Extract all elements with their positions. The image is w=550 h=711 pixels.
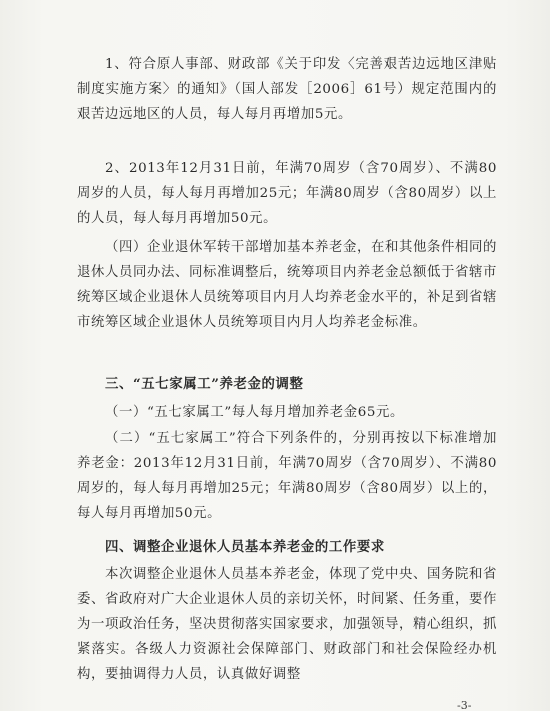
section-heading-three: 三、“五七家属工”养老金的调整 <box>105 376 304 392</box>
paragraph-family-workers-age-increase: （二）“五七家属工”符合下列条件的，分别再按以下标准增加养老金：2013年12月31日前，年满70周岁（含70周岁）、不满80周岁的，每人每月再增加25元；年满80周岁（含80周岁）以上的，每人每月再增加50元。 <box>77 431 497 521</box>
paragraph-family-workers-increase: （一）“五七家属工”每人每月增加养老金65元。 <box>105 405 404 420</box>
paragraph-remote-area-subsidy: 1、符合原人事部、财政部《关于印发〈完善艰苦边远地区津贴制度实施方案〉的通知》（国人部发［2006］61号）规定范围内的艰苦边远地区的人员，每人每月再增加5元。 <box>77 57 497 122</box>
page-number: -3- <box>457 699 472 711</box>
paragraph-retired-military-cadres: （四）企业退休军转干部增加基本养老金，在和其他条件相同的退休人员同办法、同标准调整后，统筹项目内养老金总额低于省辖市统筹区域企业退休人员统筹项目内月人均养老金水平的，补足到省辖市统筹区域企业退休人员统筹项目内月人均养老金标准。 <box>77 240 497 330</box>
paragraph-work-requirements: 本次调整企业退休人员基本养老金，体现了党中央、国务院和省委、省政府对广大企业退休人员的亲切关怀，时间紧、任务重，要作为一项政治任务，坚决贯彻落实国家要求，加强领导，精心组织，抓紧落实。各级人力资源社会保障部门、财政部门和社会保险经办机构，要抽调得力人员，认真做好调整 <box>77 567 497 682</box>
paragraph-age-increase: 2、2013年12月31日前，年满70周岁（含70周岁）、不满80周岁的人员，每人每月再增加25元；年满80周岁（含80周岁）以上的人员，每人每月再增加50元。 <box>77 161 497 226</box>
section-heading-four: 四、调整企业退休人员基本养老金的工作要求 <box>105 539 385 555</box>
